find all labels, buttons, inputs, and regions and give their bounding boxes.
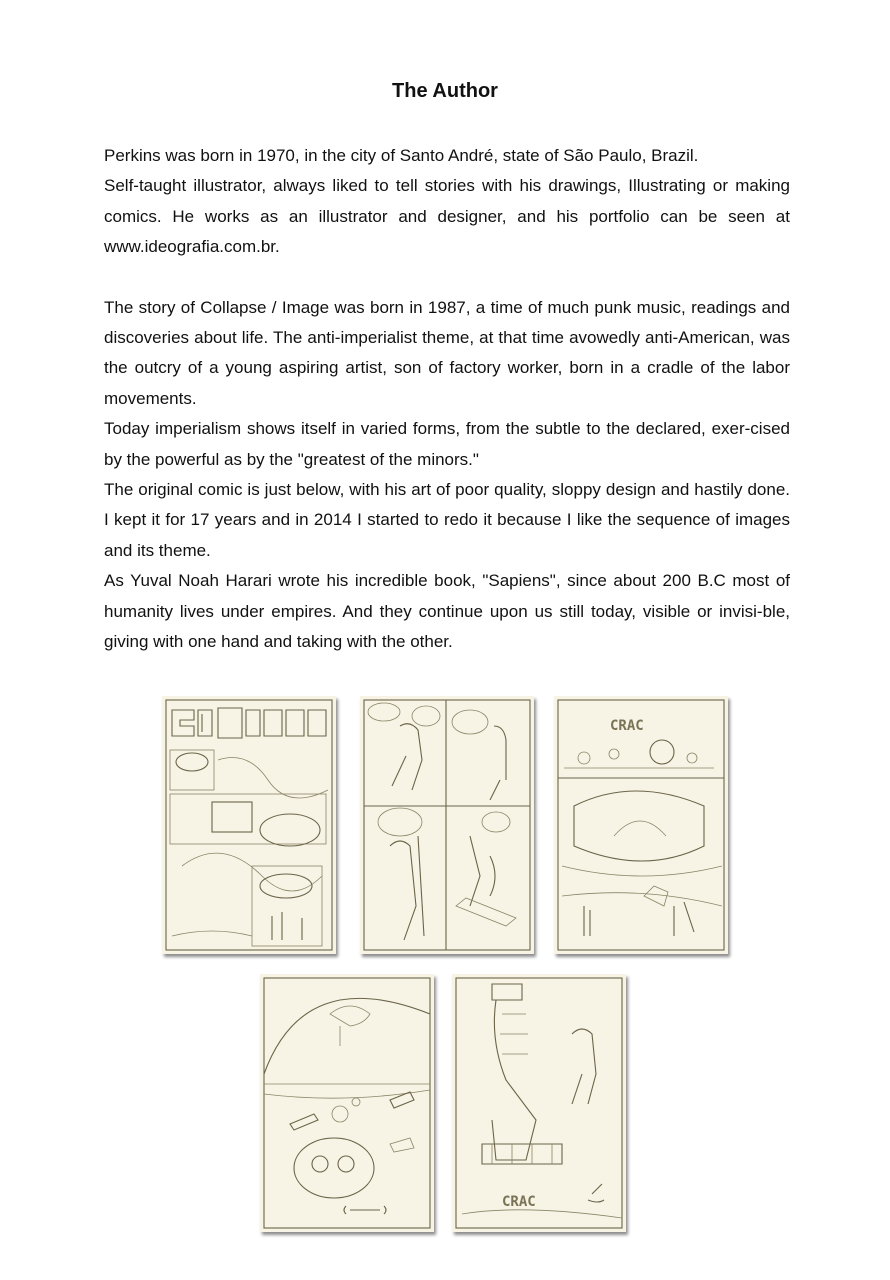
bio-paragraph-story: The story of Collapse / Image was born in 1987, a time of much punk music, readings and discoveries about life. The anti-imperialist theme, at that time avowedly anti-American, was the outcry of a young aspiring artist, son of factory worker, born in a cradle of the labor movements. (104, 297, 790, 408)
comic-page-3-thumbnail (554, 696, 728, 954)
bio-paragraph-imperialism: Today imperialism shows itself in varied forms, from the subtle to the declared, exer-cised by the powerful as by the "greatest of the minors." (104, 419, 790, 469)
comic-page-5-thumbnail (452, 974, 626, 1232)
bio-paragraph-birth: Perkins was born in 1970, in the city of Santo André, state of São Paulo, Brazil. (104, 146, 699, 165)
paragraph-spacer (104, 263, 790, 293)
bio-paragraph-original-comic: The original comic is just below, with his art of poor quality, sloppy design and hastily done. I kept it for 17 years and in 2014 I started to redo it because I like the sequence of images and its theme. (104, 480, 790, 560)
comic-page-2-thumbnail (360, 696, 534, 954)
bio-paragraph-sapiens: As Yuval Noah Harari wrote his incredible book, "Sapiens", since about 200 B.C most of humanity lives under empires. And they continue upon us still today, visible or invisi-ble, giving with one hand and taking with the other. (104, 571, 790, 652)
page-title: The Author (392, 80, 498, 102)
author-bio (104, 141, 790, 658)
comic-page-1-sketch (162, 696, 336, 954)
comic-page-4-sketch (260, 974, 434, 1232)
comic-page-3-sketch (554, 696, 728, 954)
sfx-crac: CRAC (502, 1194, 536, 1210)
comic-page-4-thumbnail (260, 974, 434, 1232)
bio-paragraph-career: Self-taught illustrator, always liked to tell stories with his drawings, Illustrating or making comics. He works as an illustrator and designer, and his portfolio can be seen at www.ideografia.com.br. (104, 176, 790, 257)
comic-page-1-thumbnail (162, 696, 336, 954)
sfx-crac: CRAC (610, 718, 644, 734)
comic-page-2-sketch (360, 696, 534, 954)
comic-page-5-sketch (452, 974, 626, 1232)
